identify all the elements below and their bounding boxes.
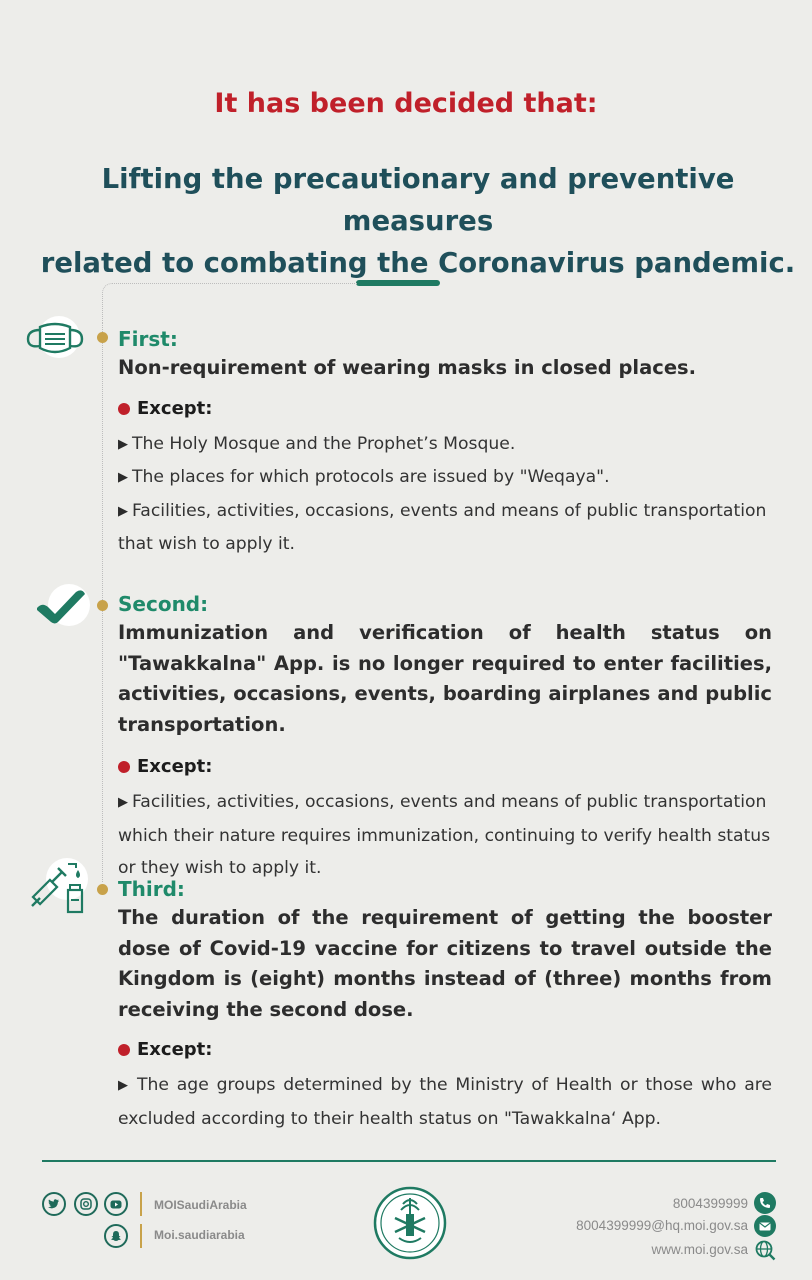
mail-icon xyxy=(754,1215,776,1237)
section-dot xyxy=(97,884,108,895)
section-dot xyxy=(97,332,108,343)
section-title: First: xyxy=(118,327,178,351)
triangle-bullet-icon: ▶ xyxy=(118,470,128,485)
section-description: The duration of the requirement of getting the booster dose of Covid-19 vaccine for citizens to travel outside the Kingdom is (eight) months instead of (three) months from receiving the second dose. xyxy=(118,906,772,1021)
snapchat-icon[interactable] xyxy=(104,1224,128,1248)
section-first xyxy=(118,325,772,561)
footer-separator xyxy=(140,1192,142,1216)
list-item: ▶ Facilities, activities, occasions, events and means of public transportation that wish to apply it. xyxy=(118,495,772,561)
except-heading xyxy=(118,396,772,422)
except-list xyxy=(118,786,772,885)
list-item: ▶ The age groups determined by the Ministry of Health or those who are excluded according to their health status on "Tawakkalna‘ App. xyxy=(118,1069,772,1135)
except-list xyxy=(118,1069,772,1135)
phone-number[interactable]: 8004399999 xyxy=(672,1196,748,1211)
section-third xyxy=(118,875,772,1135)
email-address[interactable]: 8004399999@hq.moi.gov.sa xyxy=(576,1218,748,1233)
youtube-icon[interactable] xyxy=(104,1192,128,1216)
snapchat-handle[interactable]: Moi.saudiarabia xyxy=(154,1228,245,1242)
red-dot-icon xyxy=(118,761,130,773)
section-second xyxy=(118,590,772,885)
except-label: Except: xyxy=(137,756,213,777)
phone-icon xyxy=(754,1192,776,1214)
footer-divider xyxy=(42,1160,776,1162)
triangle-bullet-icon: ▶ xyxy=(118,1078,128,1093)
website-link[interactable]: www.moi.gov.sa xyxy=(651,1242,748,1257)
instagram-icon[interactable] xyxy=(74,1192,98,1216)
section-dot xyxy=(97,600,108,611)
list-item: ▶ The places for which protocols are issued by "Weqaya". xyxy=(118,461,772,495)
red-dot-icon xyxy=(118,1044,130,1056)
except-heading xyxy=(118,754,772,780)
footer-separator xyxy=(140,1224,142,1248)
section-title: Third: xyxy=(118,877,185,901)
headline: It has been decided that: xyxy=(214,88,598,119)
except-label: Except: xyxy=(137,397,213,419)
section-description: Non-requirement of wearing masks in closed places. xyxy=(118,356,697,379)
divider-bar xyxy=(356,280,440,286)
timeline-connector xyxy=(102,283,357,324)
triangle-bullet-icon: ▶ xyxy=(118,503,128,519)
section-description: Immunization and verification of health status on "Tawakkalna" App. is no longer required to enter facilities, activities, occasions, events, boarding airplanes and public transportation. xyxy=(118,621,772,736)
triangle-bullet-icon: ▶ xyxy=(118,795,128,810)
section-title: Second: xyxy=(118,592,209,616)
subhead-line-1: Lifting the precautionary and preventive measures xyxy=(101,163,735,237)
triangle-bullet-icon: ▶ xyxy=(118,436,128,452)
subhead xyxy=(30,158,806,284)
twitter-icon[interactable] xyxy=(42,1192,66,1216)
list-item: ▶ The Holy Mosque and the Prophet’s Mosque. xyxy=(118,428,772,462)
list-item: ▶ Facilities, activities, occasions, events and means of public transportation which their nature requires immunization, continuing to verify health status or they wish to apply it. xyxy=(118,786,772,885)
red-dot-icon xyxy=(118,403,130,415)
social-handle[interactable]: MOISaudiArabia xyxy=(154,1198,247,1212)
except-list xyxy=(118,428,772,561)
globe-search-icon xyxy=(754,1239,776,1261)
subhead-line-2: related to combating the Coronavirus pandemic. xyxy=(40,247,796,279)
except-heading xyxy=(118,1037,772,1063)
ministry-emblem-logo xyxy=(373,1186,447,1260)
except-label: Except: xyxy=(137,1039,213,1060)
